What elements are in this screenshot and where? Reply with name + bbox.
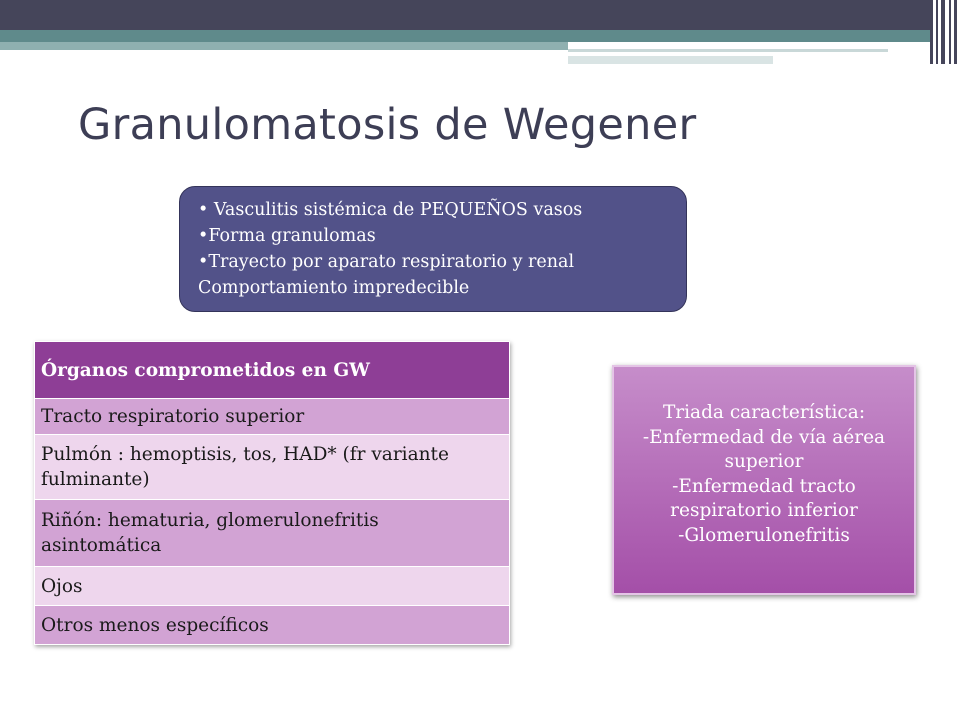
summary-line: •Forma granulomas [198, 226, 376, 246]
table-row [35, 606, 510, 645]
header-bar-teal [0, 30, 930, 42]
table-row [35, 435, 510, 500]
triad-line: -Enfermedad tracto respiratorio inferior [670, 475, 858, 521]
triad-line: -Enfermedad de vía aérea superior [642, 426, 886, 472]
table-row [35, 567, 510, 606]
table-header-row [35, 342, 510, 399]
table-cell: Tracto respiratorio superior [35, 399, 510, 435]
organs-table [34, 341, 510, 645]
summary-box [179, 186, 687, 312]
header-line-thin [568, 49, 888, 52]
header-bar-dark [0, 0, 930, 30]
summary-line: •Trayecto por aparato respiratorio y renal [198, 252, 575, 272]
summary-line: • Vasculitis sistémica de PEQUEÑOS vasos [198, 200, 583, 220]
table-cell: Pulmón : hemoptisis, tos, HAD* (fr variante fulminante) [35, 435, 510, 500]
summary-line: Comportamiento impredecible [198, 278, 470, 298]
header-bar-teal-light [0, 42, 568, 50]
table-row [35, 500, 510, 567]
table-cell: Otros menos específicos [35, 606, 510, 645]
triad-box [612, 365, 916, 595]
table-header-cell: Órganos comprometidos en GW [35, 342, 510, 399]
header-vertical-bars [930, 0, 960, 64]
triad-line: Triada característica: [662, 402, 866, 423]
slide-title: Granulomatosis de Wegener [78, 100, 697, 150]
table-row [35, 399, 510, 435]
table-cell: Ojos [35, 567, 510, 606]
table-cell: Riñón: hematuria, glomerulonefritis asintomática [35, 500, 510, 567]
triad-line: -Glomerulonefritis [678, 524, 850, 546]
header-line-short [568, 56, 773, 64]
